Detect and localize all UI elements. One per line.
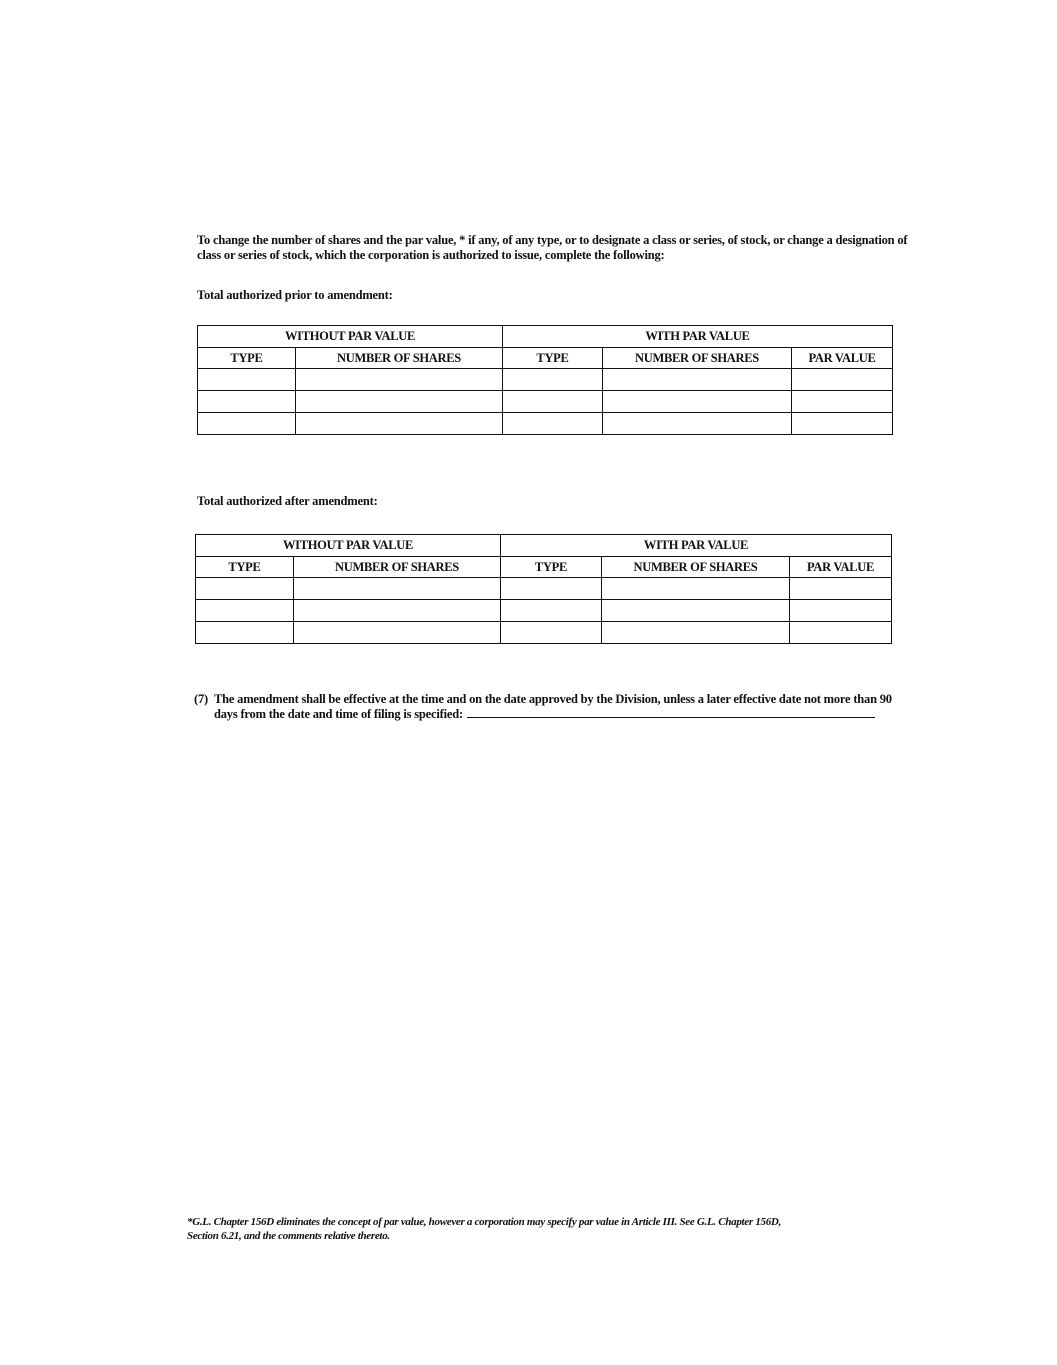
table-cell[interactable]	[294, 622, 501, 644]
table-row	[196, 578, 892, 600]
prior-amendment-caption: Total authorized prior to amendment:	[197, 288, 393, 302]
table-row	[198, 369, 893, 391]
table-row	[196, 600, 892, 622]
instructions-line-1: To change the number of shares and the par value, * if any, of any type, or to designate a class or series, of stock, or change a designation of	[197, 233, 908, 247]
table-cell[interactable]	[602, 578, 790, 600]
table-cell[interactable]	[603, 391, 792, 413]
table-cell[interactable]	[602, 600, 790, 622]
col-shares-without-par: NUMBER OF SHARES	[296, 348, 503, 369]
effective-date-line-2	[194, 707, 934, 722]
par-value-footnote	[187, 1215, 887, 1243]
after-amendment-caption: Total authorized after amendment:	[197, 494, 378, 508]
table-cell[interactable]	[196, 600, 294, 622]
col-par-value: PAR VALUE	[790, 557, 892, 578]
col-par-value: PAR VALUE	[792, 348, 893, 369]
table-cell[interactable]	[196, 578, 294, 600]
table-cell[interactable]	[198, 369, 296, 391]
col-type-with-par: TYPE	[503, 348, 603, 369]
group-with-par-value: WITH PAR VALUE	[503, 326, 893, 348]
group-without-par-value: WITHOUT PAR VALUE	[196, 535, 501, 557]
instructions-line-2: class or series of stock, which the corporation is authorized to issue, complete the following:	[197, 248, 665, 262]
footnote-line-1: *G.L. Chapter 156D eliminates the concept of par value, however a corporation may specify par value in Article III. See G.L. Chapter 156D,	[187, 1216, 782, 1228]
table-cell[interactable]	[792, 391, 893, 413]
table-cell[interactable]	[198, 413, 296, 435]
col-type-without-par: TYPE	[198, 348, 296, 369]
prior-shares-table	[197, 325, 893, 435]
table-cell[interactable]	[503, 391, 603, 413]
footnote-line-2: Section 6.21, and the comments relative thereto.	[187, 1230, 390, 1242]
table-cell[interactable]	[501, 600, 602, 622]
table-cell[interactable]	[294, 578, 501, 600]
group-with-par-value: WITH PAR VALUE	[501, 535, 892, 557]
table-cell[interactable]	[503, 369, 603, 391]
table-cell[interactable]	[501, 578, 602, 600]
table-cell[interactable]	[296, 413, 503, 435]
col-shares-with-par: NUMBER OF SHARES	[602, 557, 790, 578]
col-shares-with-par: NUMBER OF SHARES	[603, 348, 792, 369]
effective-date-paragraph	[194, 692, 934, 722]
table-cell[interactable]	[602, 622, 790, 644]
table-cell[interactable]	[792, 369, 893, 391]
table-row	[196, 622, 892, 644]
table-cell[interactable]	[792, 413, 893, 435]
table-cell[interactable]	[790, 578, 892, 600]
col-type-without-par: TYPE	[196, 557, 294, 578]
effective-date-line-1	[194, 692, 934, 707]
col-shares-without-par: NUMBER OF SHARES	[294, 557, 501, 578]
table-cell[interactable]	[196, 622, 294, 644]
item-number: (7)	[194, 692, 208, 706]
col-type-with-par: TYPE	[501, 557, 602, 578]
table-cell[interactable]	[296, 391, 503, 413]
table-cell[interactable]	[294, 600, 501, 622]
table-cell[interactable]	[603, 369, 792, 391]
effective-date-blank-field[interactable]	[467, 707, 875, 718]
table-row	[198, 413, 893, 435]
table-cell[interactable]	[501, 622, 602, 644]
table-cell[interactable]	[603, 413, 792, 435]
effective-date-text-1: The amendment shall be effective at the time and on the date approved by the Division, unless a later effective date not more than 90	[214, 692, 892, 706]
table-cell[interactable]	[198, 391, 296, 413]
effective-date-text-2: days from the date and time of filing is specified:	[214, 707, 463, 721]
table-row	[198, 391, 893, 413]
table-cell[interactable]	[503, 413, 603, 435]
instructions-paragraph	[197, 233, 957, 263]
table-cell[interactable]	[790, 622, 892, 644]
after-shares-table	[195, 534, 892, 644]
group-without-par-value: WITHOUT PAR VALUE	[198, 326, 503, 348]
table-cell[interactable]	[790, 600, 892, 622]
table-cell[interactable]	[296, 369, 503, 391]
